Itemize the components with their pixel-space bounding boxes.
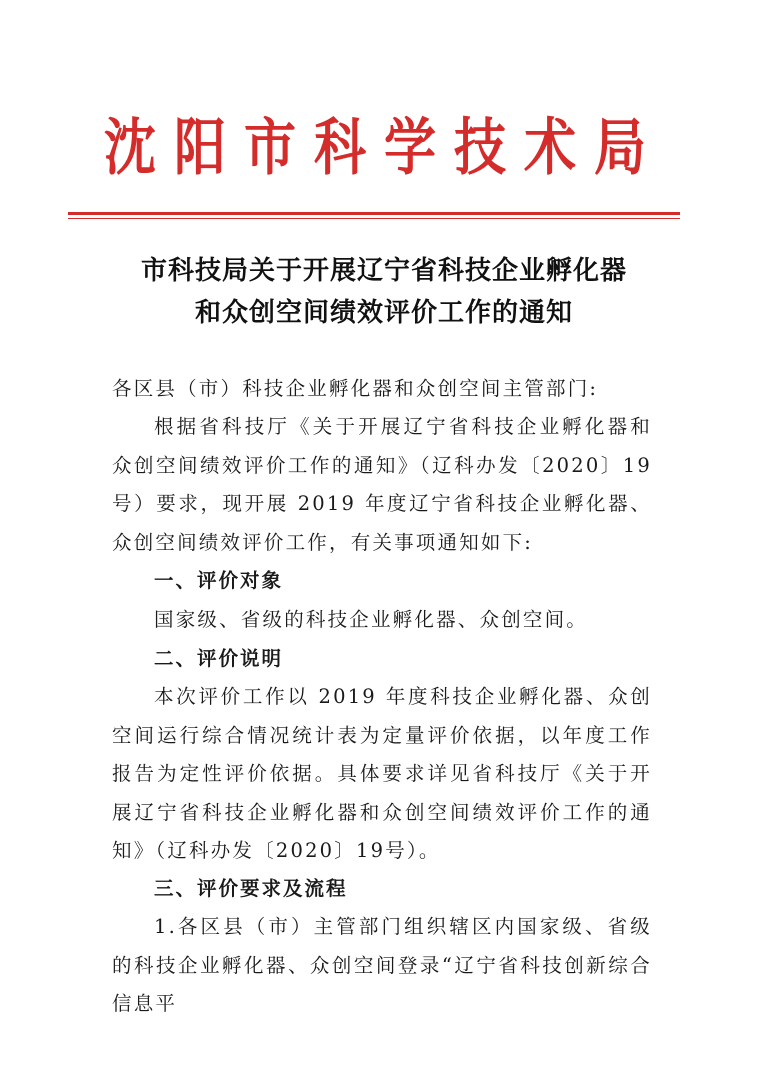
masthead-rule-thick — [68, 212, 680, 215]
masthead: 沈阳市科学技术局 — [103, 113, 664, 185]
salutation: 各区县（市）科技企业孵化器和众创空间主管部门: — [112, 377, 599, 400]
section-2-body: 本次评价工作以 2019 年度科技企业孵化器、众创空间运行综合情况统计表为定量评价依据，以年度工作报告为定性评价依据。具体要求详见省科技厅《关于开展辽宁省科技企业孵化器和众创空间绩效评价工作的通知》（辽科办发〔2020〕19号）。 — [112, 685, 652, 862]
section-3-item-1: 1.各区县（市）主管部门组织辖区内国家级、省级的科技企业孵化器、众创空间登录“辽宁省科技创新综合信息平 — [112, 915, 652, 1015]
section-1-body: 国家级、省级的科技企业孵化器、众创空间。 — [154, 608, 589, 631]
masthead-rule-thin — [68, 218, 680, 219]
section-2-heading: 二、评价说明 — [154, 647, 284, 670]
section-3-heading: 三、评价要求及流程 — [154, 877, 348, 900]
intro-paragraph: 根据省科技厅《关于开展辽宁省科技企业孵化器和众创空间绩效评价工作的通知》（辽科办发〔2020〕19号）要求，现开展 2019 年度辽宁省科技企业孵化器、众创空间绩效评价工作，有关事项通知如下: — [112, 415, 652, 554]
section-1-heading: 一、评价对象 — [154, 569, 284, 592]
document-title-line-1: 市科技局关于开展辽宁省科技企业孵化器 — [140, 256, 627, 286]
document-title-line-2: 和众创空间绩效评价工作的通知 — [194, 298, 573, 328]
